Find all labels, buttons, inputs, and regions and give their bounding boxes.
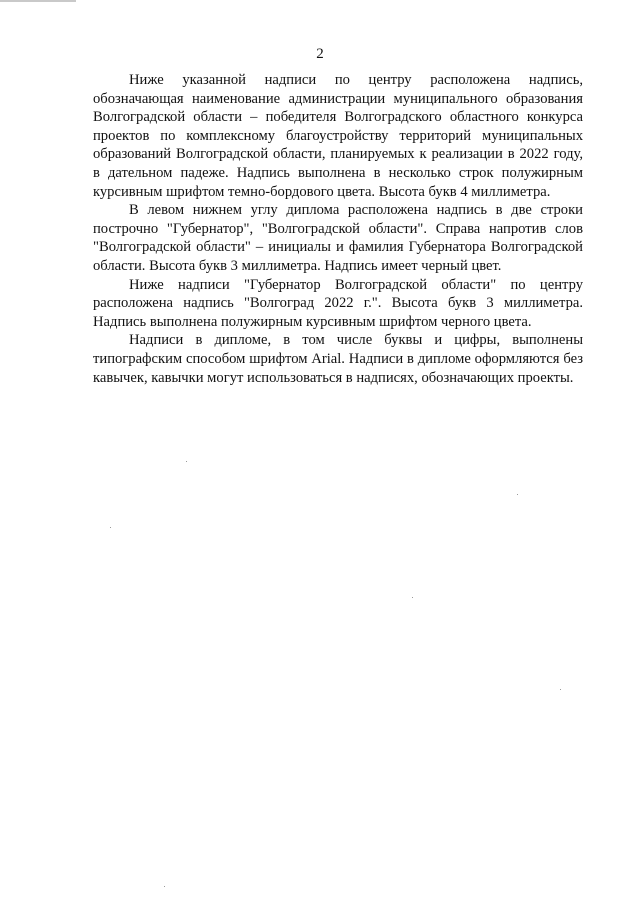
paragraph-typography-rules: Надписи в дипломе, в том числе буквы и цифры, выполнены типографским способом шрифтом Arial. Надписи в дипломе оформляются без кавычек, кавычки могут использоваться в надписях, обозначающих проекты. [93, 332, 583, 386]
document-body [93, 71, 583, 387]
scan-speck [517, 494, 518, 495]
scan-edge-mark [0, 0, 76, 2]
page-number: 2 [316, 46, 324, 62]
scan-speck [110, 527, 111, 528]
paragraph-diploma-administration-name: Ниже указанной надписи по центру расположена надпись, обозначающая наименование администрации муниципального образования Волгоградской области – победителя Волгоградского областного конкурса проектов по комплексному благоустройству территорий муниципальных образований Волгоградской области, планируемых к реализации в 2022 году, в дательном падеже. Надпись выполнена в несколько строк полужирным курсивным шрифтом темно-бордового цвета. Высота букв 4 миллиметра. [93, 72, 583, 200]
paragraph-city-year: Ниже надписи "Губернатор Волгоградской области" по центру расположена надпись "Волгоград 2022 г.". Высота букв 3 миллиметра. Надпись выполнена полужирным курсивным шрифтом черного цвета. [93, 276, 583, 330]
scan-speck [186, 461, 187, 462]
scan-speck [560, 689, 561, 690]
scan-speck [164, 886, 165, 887]
scan-speck [412, 597, 413, 598]
paragraph-governor-signature: В левом нижнем углу диплома расположена надпись в две строки построчно "Губернатор", "Волгоградской области". Справа напротив слов "Волгоградской области" – инициалы и фамилия Губернатора Волгоградской области. Высота букв 3 миллиметра. Надпись имеет черный цвет. [93, 202, 583, 274]
